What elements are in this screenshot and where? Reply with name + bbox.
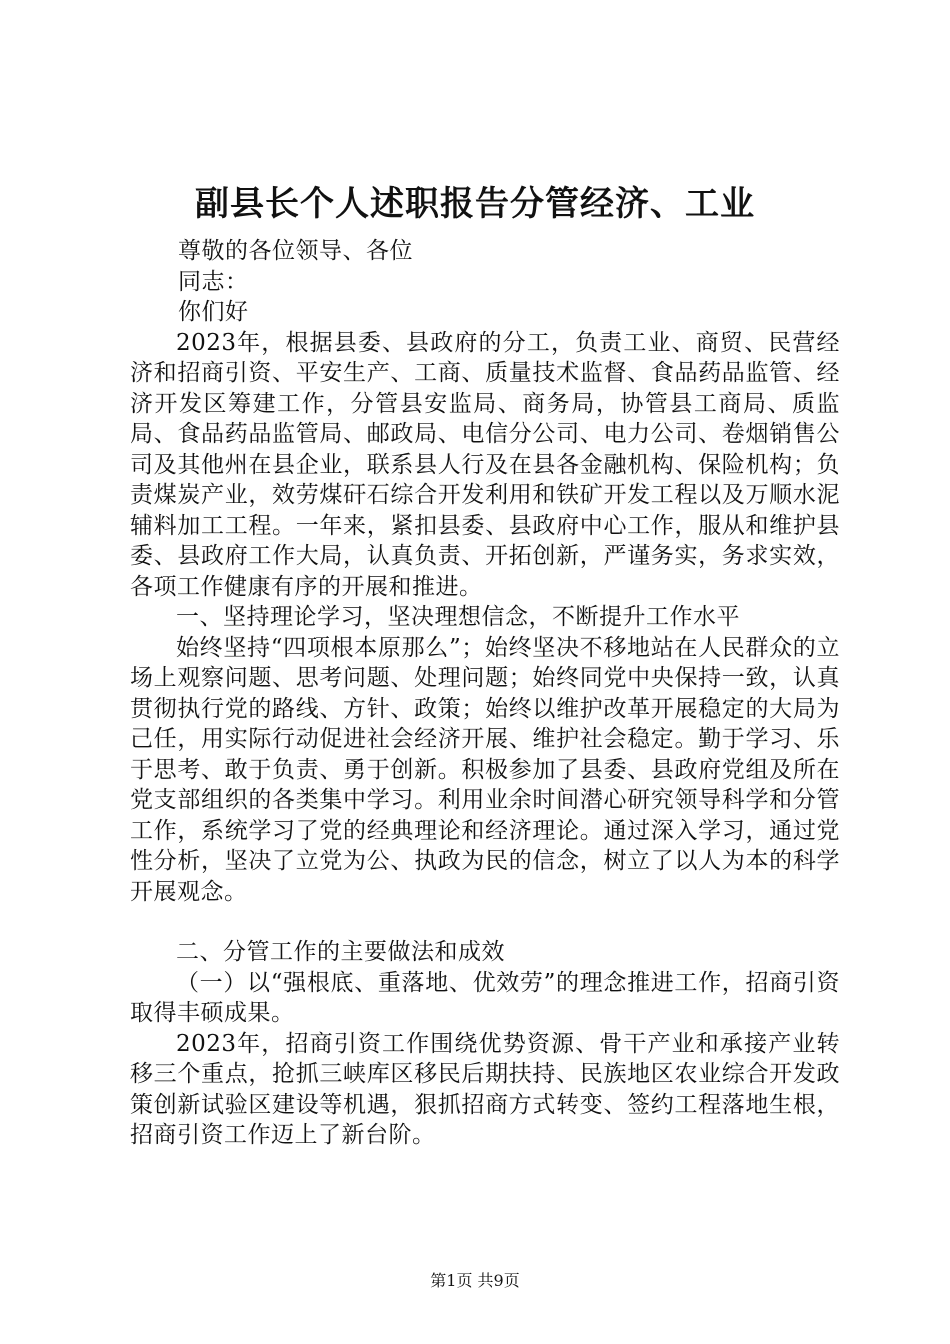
document-title: 副县长个人述职报告分管经济、工业	[195, 184, 755, 224]
paragraph-intro: 2023年，根据县委、县政府的分工，负责工业、商贸、民营经济和招商引资、平安生产、工商、质量技术监督、食品药品监管、经济开发区筹建工作，分管县安监局、商务局，协管县工商局、质监局、食品药品监管局、邮政局、电信分公司、电力公司、卷烟销售公司及其他州在县企业，联系县人行及在县各金融机构、保险机构；负责煤炭产业，效劳煤矸石综合开发利用和铁矿开发工程以及万顺水泥辅料加工工程。一年来，紧扣县委、县政府中心工作，服从和维护县委、县政府工作大局，认真负责、开拓创新，严谨务实，务求实效，各项工作健康有序的开展和推进。	[130, 329, 840, 600]
greeting-line: 你们好	[178, 299, 249, 325]
page-indicator: 第1页 共9页	[430, 1271, 520, 1290]
subsection-heading-1: （一）以“强根底、重落地、优效劳”的理念推进工作，招商引资取得丰硕成果。	[130, 969, 840, 1026]
greeting-line: 尊敬的各位领导、各位	[178, 238, 413, 264]
section-heading-2: 二、分管工作的主要做法和成效	[176, 939, 505, 965]
paragraph-theory: 始终坚持“四项根本原那么”；始终坚决不移地站在人民群众的立场上观察问题、思考问题、处理问题；始终同党中央保持一致，认真贯彻执行党的路线、方针、政策；始终以维护改革开展稳定的大局为己任，用实际行动促进社会经济开展、维护社会稳定。勤于学习、乐于思考、敢于负责、勇于创新。积极参加了县委、县政府党组及所在党支部组织的各类集中学习。利用业余时间潜心研究领导科学和分管工作，系统学习了党的经典理论和经济理论。通过深入学习，通过党性分析，坚决了立党为公、执政为民的信念，树立了以人为本的科学开展观念。	[130, 634, 840, 905]
paragraph-investment: 2023年，招商引资工作围绕优势资源、骨干产业和承接产业转移三个重点，抢抓三峡库区移民后期扶持、民族地区农业综合开发政策创新试验区建设等机遇，狠抓招商方式转变、签约工程落地生根，招商引资工作迈上了新台阶。	[130, 1030, 840, 1148]
section-heading-1: 一、坚持理论学习，坚决理想信念，不断提升工作水平	[176, 604, 740, 630]
document-body	[130, 236, 840, 1151]
greeting-line: 同志：	[178, 268, 249, 295]
